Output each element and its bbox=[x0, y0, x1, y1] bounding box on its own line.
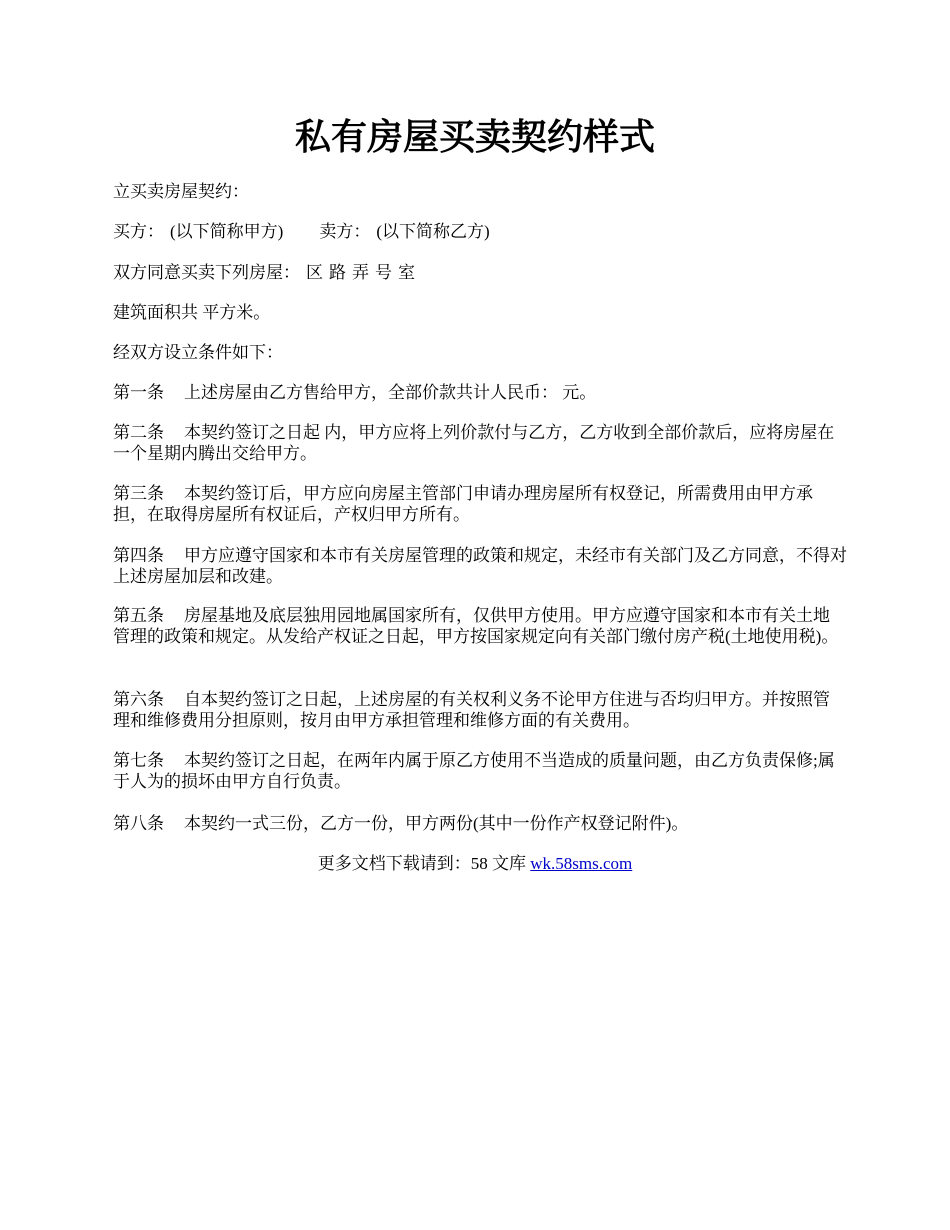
property-district: 区 bbox=[306, 263, 323, 282]
article-text: 本契约签订后，甲方应向房屋主管部门申请办理房屋所有权登记，所需费用由甲方承担，在取得房屋所有权证后，产权归甲方所有。 bbox=[113, 484, 813, 524]
area-line: 建筑面积共 平方米。 bbox=[113, 303, 271, 322]
article-number: 第二条 bbox=[113, 423, 164, 442]
property-label: 双方同意买卖下列房屋： bbox=[113, 263, 300, 282]
article-number: 第四条 bbox=[113, 546, 164, 565]
conditions-intro: 经双方设立条件如下： bbox=[113, 343, 283, 362]
article-text: 甲方应遵守国家和本市有关房屋管理的政策和规定，未经市有关部门及乙方同意，不得对上述房屋加层和改建。 bbox=[113, 546, 847, 586]
property-road: 路 bbox=[329, 263, 346, 282]
article-text: 房屋基地及底层独用园地属国家所有，仅供甲方使用。甲方应遵守国家和本市有关土地管理的政策和规定。从发给产权证之日起，甲方按国家规定向有关部门缴付房产税(土地使用税)。 bbox=[113, 606, 839, 646]
article-number: 第六条 bbox=[113, 690, 164, 709]
parties-line bbox=[113, 221, 843, 242]
article-text: 上述房屋由乙方售给甲方，全部价款共计人民币： 元。 bbox=[184, 383, 597, 402]
property-number: 号 bbox=[375, 263, 392, 282]
buyer-note: (以下简称甲方) bbox=[170, 222, 284, 241]
article-text: 自本契约签订之日起，上述房屋的有关权利义务不论甲方住进与否均归甲方。并按照管理和维修费用分担原则，按月由甲方承担管理和维修方面的有关费用。 bbox=[113, 690, 830, 730]
article-number: 第五条 bbox=[113, 606, 164, 625]
buyer-label: 买方： bbox=[113, 222, 164, 241]
article-2 bbox=[113, 422, 843, 464]
article-number: 第一条 bbox=[113, 383, 164, 402]
article-1 bbox=[113, 382, 843, 403]
property-room: 室 bbox=[398, 263, 415, 282]
article-text: 本契约签订之日起，在两年内属于原乙方使用不当造成的质量问题，由乙方负责保修;属于人为的损坏由甲方自行负责。 bbox=[113, 751, 835, 791]
footer-prefix: 更多文档下载请到：58 文库 bbox=[317, 854, 531, 873]
article-5 bbox=[113, 605, 843, 647]
article-8 bbox=[113, 813, 843, 834]
article-3 bbox=[113, 483, 843, 525]
seller-note: (以下简称乙方) bbox=[376, 222, 490, 241]
intro-line: 立买卖房屋契约： bbox=[113, 182, 249, 201]
property-lane: 弄 bbox=[352, 263, 369, 282]
article-text: 本契约一式三份，乙方一份，甲方两份(其中一份作产权登记附件)。 bbox=[184, 814, 689, 833]
article-6 bbox=[113, 689, 843, 731]
document-title: 私有房屋买卖契约样式 bbox=[294, 117, 655, 157]
article-text: 本契约签订之日起 内，甲方应将上列价款付与乙方，乙方收到全部价款后，应将房屋在一个星期内腾出交给甲方。 bbox=[113, 423, 835, 463]
property-line bbox=[113, 262, 843, 283]
seller-label: 卖方： bbox=[319, 222, 371, 241]
article-number: 第三条 bbox=[113, 484, 164, 503]
article-number: 第八条 bbox=[113, 814, 164, 833]
footer-link[interactable]: wk.58sms.com bbox=[530, 854, 633, 873]
article-4 bbox=[113, 545, 858, 587]
article-7 bbox=[113, 750, 843, 792]
footer-download-note bbox=[0, 853, 950, 875]
article-number: 第七条 bbox=[113, 751, 164, 770]
